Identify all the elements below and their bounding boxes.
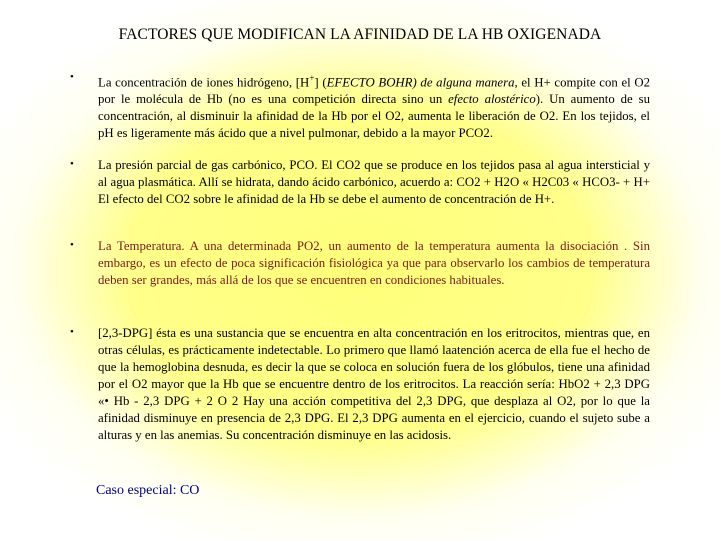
bullet-icon: • bbox=[70, 326, 74, 338]
bohr-text-1: La concentración de iones hidrógeno, [H bbox=[98, 75, 310, 90]
pco2-paragraph: La presión parcial de gas carbónico, PCO. El CO2 que se produce en los tejidos pasa al agua intersticial y al agua plasmática. Allí se hidrata, dando ácido carbónico, acuerdo a: CO2 + H2O « H2C03 « HCO3- + H+ El efecto del CO2 sobre le afinidad de la Hb se debe el aumento de concentración de H+. bbox=[98, 158, 650, 206]
special-case-label: Caso especial: CO bbox=[96, 483, 200, 498]
dpg-paragraph: [2,3-DPG] ésta es una sustancia que se encuentra en alta concentración en los eritrocitos, mientras que, en otras células, es prácticamente indetectable. Lo primero que llamó laatención acerca de ella fue el hecho de que la hemoglobina desnuda, es decir la que se coloca en solución fuera de los glóbulos, tiene una afinidad por el O2 mayor que la Hb que se encuentre dentro de los eritrocitos. La reacción sería: HbO2 + 2,3 DPG «• Hb - 2,3 DPG + 2 O 2 Hay una acción competitiva del 2,3 DPG, que desplaza al O2, por lo que la afinidad disminuye en presencia de 2,3 DPG. El 2,3 DPG aumenta en el ejercicio, cuando el sujeto sube a alturas y en las anemias. Su concentración disminuye en las acidosis. bbox=[98, 326, 650, 442]
bohr-text-2: ] ( bbox=[314, 75, 327, 90]
bohr-paragraph bbox=[98, 70, 650, 142]
bullet-icon: • bbox=[70, 239, 74, 251]
allosteric-italic: efecto alostérico bbox=[448, 92, 536, 107]
slide-title: FACTORES QUE MODIFICAN LA AFINIDAD DE LA HB OXIGENADA bbox=[118, 26, 602, 43]
bohr-superscript: + bbox=[309, 73, 315, 83]
bullet-icon: • bbox=[70, 71, 74, 83]
bullet-icon: • bbox=[70, 158, 74, 170]
temperature-paragraph: La Temperatura. A una determinada PO2, un aumento de la temperatura aumenta la disociación . Sin embargo, es un efecto de poca significación fisiológica ya que para observarlo los cambios de temperatura deben ser grandes, más allá de los que se encuentren en condiciones habituales. bbox=[98, 239, 650, 287]
bohr-text-4: ). Un aumento de su concentración, al disminuir la afinidad de la Hb por el O2, aumenta le liberación de O2. En los tejidos, el pH es ligeramente más ácido que a nivel pulmonar, debido a la mayor PCO2. bbox=[98, 92, 650, 141]
bohr-text-3: , el H+ compite con el O2 por le molécula de Hb (no es una competición directa sino un bbox=[98, 75, 650, 107]
bohr-effect-italic: EFECTO BOHR) de alguna manera bbox=[326, 75, 515, 90]
